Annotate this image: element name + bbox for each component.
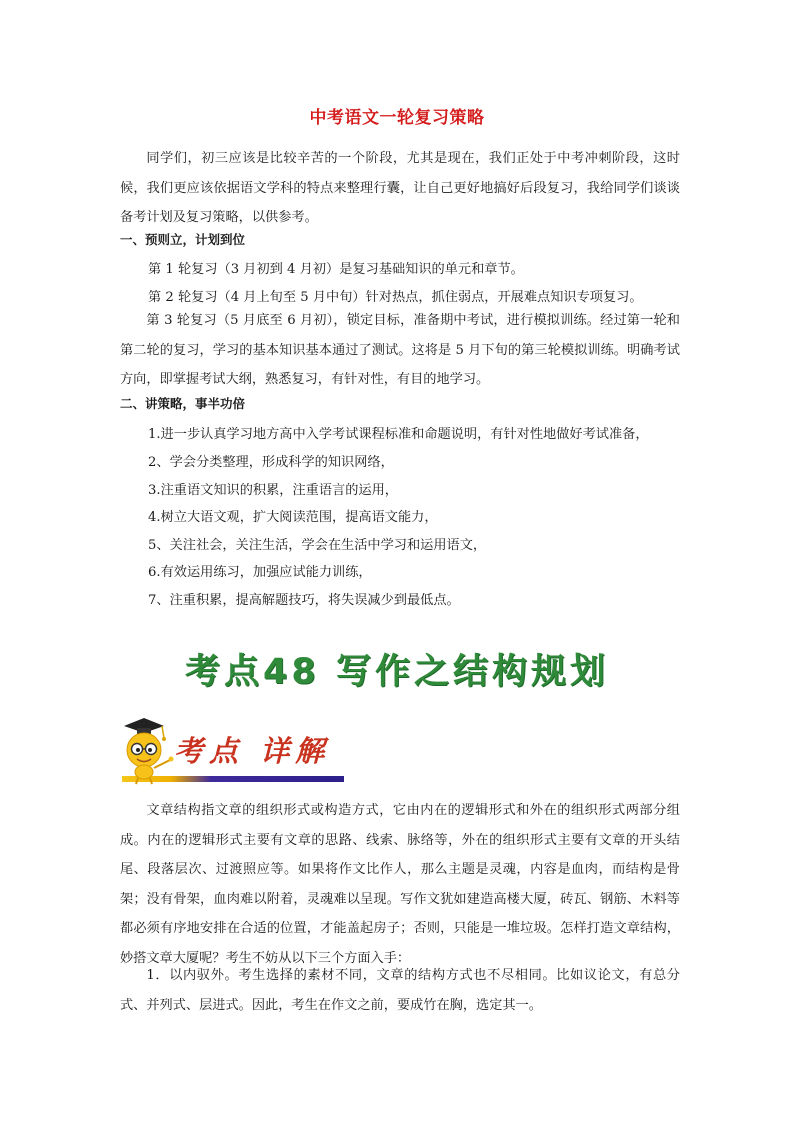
point1-paragraph: 1．以内驭外。考生选择的素材不同，文章的结构方式也不尽相同。比如议论文，有总分式、并列式、层进式。因此，考生在作文之前，要成竹在胸，选定其一。 [120,968,680,1013]
strategy-item: 7、注重积累，提高解题技巧，将失误减少到最低点。 [148,593,460,608]
strategy-item: 4.树立大语文观，扩大阅读范围，提高语文能力， [148,510,438,525]
section1-heading: 一、预则立，计划到位 [120,232,246,247]
banner-title: 考点 详解 [174,734,331,768]
topic-title: 考点48 写作之结构规划 [185,652,609,692]
strategy-item: 5、关注社会，关注生活，学会在生活中学习和运用语文， [148,538,487,553]
intro-paragraph: 同学们，初三应该是比较辛苦的一个阶段，尤其是现在，我们正处于中考冲刺阶段，这时候，我们更应该依据语文学科的特点来整理行囊，让自己更好地搞好后段复习，我给同学们谈谈备考计划及复习策略，以供参考。 [120,151,680,225]
plan-paragraph: 第 3 轮复习（5 月底至 6 月初），锁定目标，准备期中考试，进行模拟训练。经过第一轮和第二轮的复习，学习的基本知识基本通过了测试。这将是 5 月下旬的第三轮模拟训练。明确考试方向，即掌握考试大纲，熟悉复习，有针对性，有目的地学习。 [120,313,680,387]
detail-paragraph: 文章结构指文章的组织形式或构造方式，它由内在的逻辑形式和外在的组织形式两部分组成。内在的逻辑形式主要有文章的思路、线索、脉络等，外在的组织形式主要有文章的开头结尾、段落层次、过渡照应等。如果将作文比作人，那么主题是灵魂，内容是血肉，而结构是骨架；没有骨架，血肉难以附着，灵魂难以呈现。写作文犹如建造高楼大厦，砖瓦、钢筋、木料等都必须有序地安排在合适的位置，才能盖起房子；否则，只能是一堆垃圾。怎样打造文章结构，妙搭文章大厦呢？考生不妨从以下三个方面入手： [120,803,680,966]
section2-heading: 二、讲策略，事半功倍 [120,396,246,411]
strategy-item: 1.进一步认真学习地方高中入学考试课程标准和命题说明，有针对性地做好考试准备， [148,427,649,442]
strategy-item: 2、学会分类整理，形成科学的知识网络， [148,455,394,470]
strategy-item: 6.有效运用练习，加强应试能力训练， [148,565,372,580]
plan-item: 第 2 轮复习（4 月上旬至 5 月中旬）针对热点，抓住弱点，开展难点知识专项复习。 [148,290,643,305]
plan-item: 第 1 轮复习（3 月初到 4 月初）是复习基础知识的单元和章节。 [148,262,524,277]
strategy-item: 3.注重语文知识的积累，注重语言的运用， [148,483,398,498]
document-title: 中考语文一轮复习策略 [309,108,485,128]
